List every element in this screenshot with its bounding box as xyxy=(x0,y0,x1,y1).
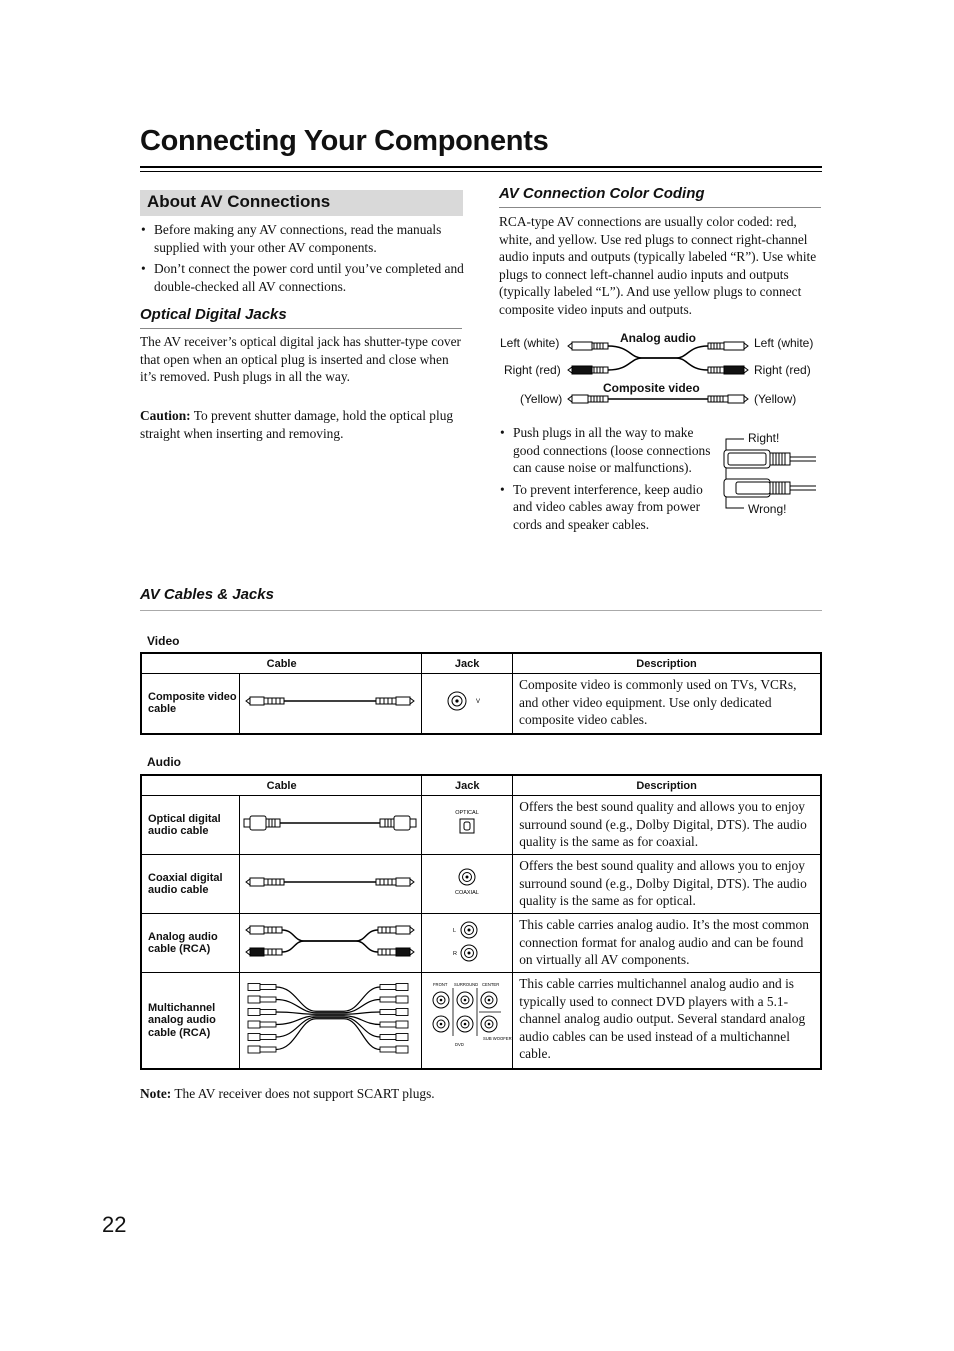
audio-table-label: Audio xyxy=(147,755,181,769)
analog-audio-label: Analog audio xyxy=(620,331,696,345)
jack-illustration xyxy=(422,796,513,855)
section-heading: About AV Connections xyxy=(147,192,331,211)
title-rule-thin xyxy=(140,171,822,172)
optical-jack-icon xyxy=(437,805,497,841)
jack-label-sub: SUB WOOFER xyxy=(483,1036,512,1041)
list-item: • Before making any AV connections, read the manuals supplied with your other AV components. xyxy=(140,221,465,256)
coaxial-jack-icon xyxy=(437,864,497,900)
cables-rule xyxy=(140,610,822,611)
page-number: 22 xyxy=(102,1212,127,1237)
left-white-label: Left (white) xyxy=(500,336,560,350)
cable-name: Composite video cable xyxy=(141,674,240,734)
jack-label: COAXIAL xyxy=(455,889,480,896)
cable-illustration xyxy=(240,855,422,914)
video-table xyxy=(140,652,822,735)
cable-name: Multichannel analog audio cable (RCA) xyxy=(141,973,240,1070)
table-header-row xyxy=(141,653,821,674)
analog-cable-icon xyxy=(240,921,420,961)
optical-cable-icon xyxy=(240,811,420,835)
header-description: Description xyxy=(513,653,821,674)
cable-description: This cable carries multichannel analog audio and is typically used to connect DVD players with a 5.1-channel analog audio output. Several standard analog audio cables can be used instead of a multichannel cable. xyxy=(513,973,821,1070)
note-paragraph xyxy=(140,1085,740,1103)
color-coding-cable-diagram xyxy=(560,330,760,410)
jack-illustration xyxy=(422,914,513,973)
color-coding-heading: AV Connection Color Coding xyxy=(499,185,705,202)
yellow-label: (Yellow) xyxy=(520,392,563,406)
multichannel-jack-icon xyxy=(427,978,512,1058)
wrong-label: Wrong! xyxy=(748,502,787,516)
list-item: • Push plugs in all the way to make good connections (loose connections can cause noise or malfunctions). xyxy=(499,424,711,477)
cable-name: Coaxial digital audio cable xyxy=(141,855,240,914)
list-item: • Don’t connect the power cord until you’ve completed and double-checked all AV connections. xyxy=(140,260,465,295)
cable-description: Offers the best sound quality and allows you to enjoy surround sound (e.g., Dolby Digital, DTS). The audio quality is the same as for optical. xyxy=(513,855,821,914)
jack-illustration xyxy=(422,674,513,734)
page-title: Connecting Your Components xyxy=(140,125,549,157)
rca-jack-icon xyxy=(437,689,497,713)
header-description: Description xyxy=(513,775,821,796)
jack-illustration xyxy=(422,973,513,1070)
cables-heading: AV Cables & Jacks xyxy=(140,586,274,603)
optical-body: The AV receiver’s optical digital jack has shutter-type cover that open when an optical plug is inserted and close when it’s removed. Push plugs in all the way. xyxy=(140,334,462,385)
cable-illustration xyxy=(240,796,422,855)
section-heading-box xyxy=(140,190,463,216)
cable-description: Composite video is commonly used on TVs, VCRs, and other video equipment. Use only dedicated composite video cables. xyxy=(513,674,821,734)
right-label: Right! xyxy=(748,431,780,445)
title-rule xyxy=(140,166,822,168)
composite-video-label: Composite video xyxy=(603,381,700,395)
header-cable: Cable xyxy=(141,775,422,796)
cable-description: This cable carries analog audio. It’s the most common connection format for analog audio and can be found on virtually all AV components. xyxy=(513,914,821,973)
table-header-row xyxy=(141,775,821,796)
analog-jack-icon xyxy=(437,918,497,964)
cable-description: Offers the best sound quality and allows you to enjoy surround sound (e.g., Dolby Digital, DTS). The audio quality is the same as for coaxial. xyxy=(513,796,821,855)
color-coding-body: RCA-type AV connections are usually color coded: red, white, and yellow. Use red plugs to connect right-channel audio inputs and outputs (typically labeled “R”). Use white plugs to connect left-channel audio inputs and outputs (typically labeled “L”). And use yellow plugs to connect composite video inputs and outputs. xyxy=(499,214,817,317)
note-text: The AV receiver does not support SCART plugs. xyxy=(171,1086,435,1101)
multichannel-cable-icon xyxy=(240,973,420,1063)
optical-rule xyxy=(140,328,462,329)
right-red-label-right: Right (red) xyxy=(754,363,811,377)
plug-insertion-diagram xyxy=(718,434,822,516)
jack-label: OPTICAL xyxy=(455,809,480,816)
caution-label: Caution: xyxy=(140,408,191,423)
header-cable: Cable xyxy=(141,653,422,674)
note-label: Note: xyxy=(140,1086,172,1101)
table-row xyxy=(141,973,821,1070)
composite-cable-icon xyxy=(240,689,420,713)
jack-label-dvd: DVD xyxy=(455,1042,465,1047)
table-row xyxy=(141,796,821,855)
cable-illustration xyxy=(240,674,422,734)
coaxial-cable-icon xyxy=(240,870,420,894)
jack-label-center: CENTER xyxy=(482,982,500,987)
caution-paragraph xyxy=(140,407,465,442)
cable-name: Analog audio cable (RCA) xyxy=(141,914,240,973)
cable-name: Optical digital audio cable xyxy=(141,796,240,855)
video-table-label: Video xyxy=(147,634,180,648)
cable-illustration xyxy=(240,914,422,973)
about-bullet-list xyxy=(140,221,465,299)
jack-label: V xyxy=(476,698,481,705)
header-jack: Jack xyxy=(422,653,513,674)
header-jack: Jack xyxy=(422,775,513,796)
right-red-label: Right (red) xyxy=(504,363,561,377)
yellow-label-right: (Yellow) xyxy=(754,392,797,406)
jack-label-front: FRONT xyxy=(433,982,448,987)
table-row xyxy=(141,855,821,914)
caution-text: To prevent shutter damage, hold the optical plug straight when inserting and removing. xyxy=(140,408,454,441)
jack-illustration xyxy=(422,855,513,914)
jack-label-surround: SURROUND xyxy=(454,982,479,987)
left-white-label-right: Left (white) xyxy=(754,336,814,350)
color-coding-bullet-list xyxy=(499,424,711,538)
color-coding-rule xyxy=(499,207,821,208)
jack-label-r: R xyxy=(453,950,458,957)
list-item: • To prevent interference, keep audio and video cables away from power cords and speaker cables. xyxy=(499,481,711,534)
jack-label-l: L xyxy=(453,927,457,934)
cable-illustration xyxy=(240,973,422,1070)
table-row xyxy=(141,914,821,973)
table-row xyxy=(141,674,821,734)
audio-table xyxy=(140,774,822,1070)
optical-heading: Optical Digital Jacks xyxy=(140,306,287,323)
